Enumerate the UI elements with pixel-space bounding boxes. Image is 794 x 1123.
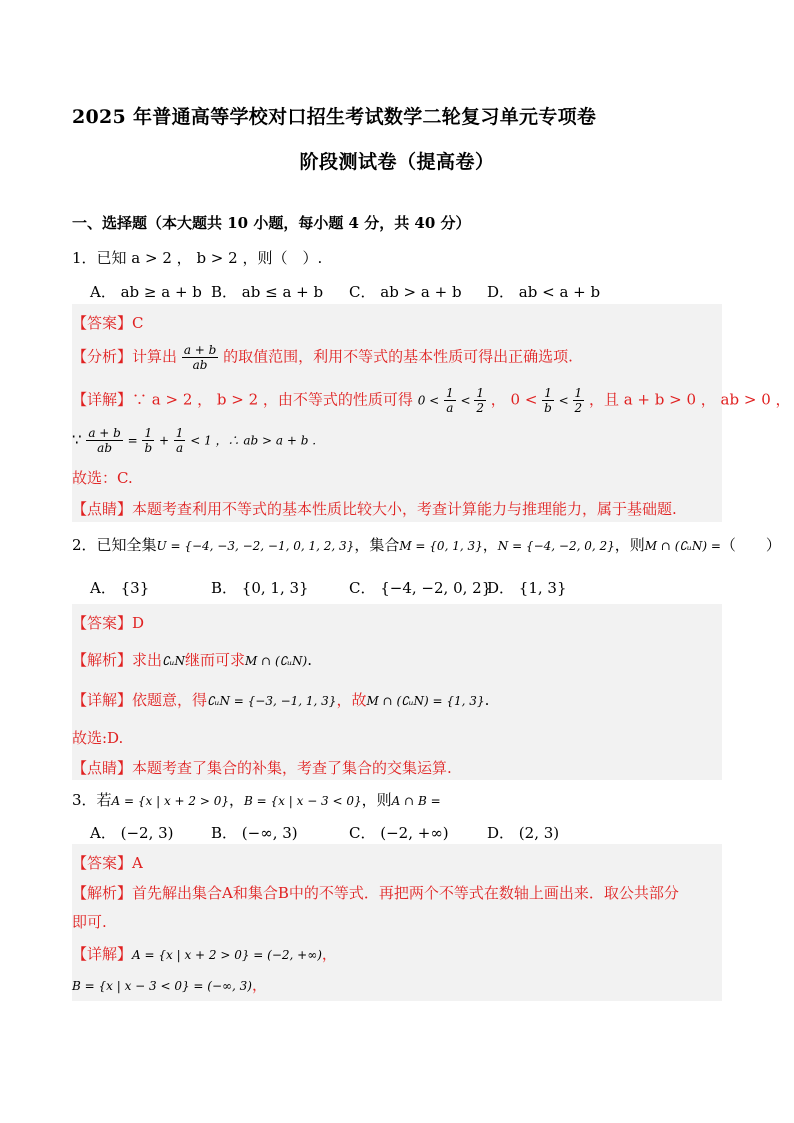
q1-answer-value: C	[132, 314, 144, 332]
fraction-numerator: a + b	[183, 343, 217, 357]
q3-detail-2: B = {x | x − 3 < 0} = (−∞, 3)，	[72, 976, 267, 994]
q1-detail-line-2: ∵ $\frac{a + b}{ab}$ = $\frac{1}{b}$ + $\frac{1}{a}$ < 1 ，∴ ab > a + b .	[72, 426, 317, 455]
q3-expression: A ∩ B =	[391, 794, 441, 808]
q1-answer-tag: 【答案】	[72, 314, 133, 332]
q2-expression: M ∩ (∁ᵤN) =	[644, 539, 721, 553]
q3-option-c: C． (−2, +∞)	[349, 824, 449, 842]
q1-comment-tag: 【点睛】	[72, 500, 133, 518]
q2-option-d: D． {1, 3}	[487, 579, 567, 597]
q2-option-a: A． {3}	[90, 579, 150, 597]
q3-option-b: B． (−∞, 3)	[211, 824, 298, 842]
q3-answer-value: A	[132, 854, 143, 872]
q3-answer: 【答案】A	[72, 854, 143, 872]
q2-option-b: B． {0, 1, 3}	[211, 579, 309, 597]
q1-comment-text: 本题考查利用不等式的基本性质比较大小，考查计算能力与推理能力，属于基础题.	[132, 500, 677, 518]
q3-analysis-line-1: 【解析】首先解出集合A和集合B中的不等式．再把两个不等式在数轴上画出来．取公共部分	[72, 884, 679, 902]
fraction-denominator: ab	[192, 358, 208, 372]
q3-detail-1: 【详解】A = {x | x + 2 > 0} = (−2, +∞)，	[72, 945, 337, 963]
q1-detail-text: ∵ a > 2 ， b > 2 ，由不等式的性质可得	[132, 390, 413, 409]
title-line-1: 2025 年普通高等学校对口招生考试数学二轮复习单元专项卷	[72, 106, 597, 128]
q1-frac-1-over-2: $\frac{1}{2}$	[476, 386, 484, 415]
q1-frac-1-over-2b: $\frac{1}{2}$	[574, 386, 583, 415]
q1-analysis	[72, 343, 573, 372]
q1-option-d: D． ab < a + b	[487, 283, 601, 301]
question-3-stem: 3．若A = {x | x + 2 > 0}，B = {x | x − 3 < 0}，则A ∩ B =	[72, 791, 441, 809]
q1-detail: 【详解】∵ a > 2 ， b > 2 ，由不等式的性质可得 0 < $\frac{1}{a}$ < $\frac{1}{2}$ ， 0 < $\frac{1}{b}$ < $\frac{1}{2}$ ，且 a + b > 0 ， ab > 0 ，	[72, 386, 791, 415]
q1-answer	[72, 312, 144, 333]
q2-detail: 【详解】依题意，得∁ᵤN = {−3, −1, 1, 3}，故M ∩ (∁ᵤN) = {1, 3}.	[72, 691, 490, 709]
q1-analysis-post: 的取值范围，利用不等式的基本性质可得出正确选项.	[223, 347, 573, 366]
q3-analysis-line-2: 即可.	[72, 913, 107, 931]
q1-solution-box	[72, 304, 791, 522]
q1-frac-1-over-a: $\frac{1}{a}$	[446, 386, 454, 415]
q1-analysis-fraction	[182, 343, 219, 372]
q1-detail-ineq-1: 0 <	[417, 393, 440, 408]
q1-choose: 故选：C.	[72, 469, 133, 487]
q1-option-c: C． ab > a + b	[349, 283, 462, 301]
q2-set-n: N = {−4, −2, 0, 2}	[497, 539, 615, 553]
q3-option-d: D． (2, 3)	[487, 824, 560, 842]
q1-detail-tag: 【详解】	[72, 390, 133, 409]
q1-frac-sum-over-product: $\frac{a + b}{ab}$	[88, 426, 121, 455]
q1-frac-1-over-a-2: $\frac{1}{a}$	[175, 426, 184, 455]
q2-choose: 故选:D.	[72, 729, 124, 747]
q1-analysis-tag: 【分析】	[72, 347, 133, 366]
q3-solution-box	[72, 844, 722, 1001]
section-heading: 一、选择题（本大题共 10 小题，每小题 4 分，共 40 分）	[72, 214, 471, 232]
q2-solution-box	[72, 604, 722, 780]
q3-set-a: A = {x | x + 2 > 0}	[111, 794, 230, 808]
q2-universal-set: U = {−4, −3, −2, −1, 0, 1, 2, 3}	[156, 539, 355, 553]
q1-comment	[72, 498, 677, 519]
q1-analysis-pre: 计算出	[132, 347, 178, 366]
title-line-2: 阶段测试卷（提高卷）	[299, 151, 495, 173]
q2-set-m: M = {0, 1, 3}	[399, 539, 483, 553]
question-1-stem: 1．已知 a > 2 ， b > 2 ，则（ ）.	[72, 249, 323, 267]
question-2-stem: 2．已知全集U = {−4, −3, −2, −1, 0, 1, 2, 3}，集合M = {0, 1, 3}，N = {−4, −2, 0, 2}，则M ∩ (∁ᵤN) =（ ）	[72, 536, 781, 554]
q3-option-a: A． (−2, 3)	[90, 824, 174, 842]
q2-answer-value: D	[132, 614, 145, 632]
q2-analysis: 【解析】求出∁ᵤN继而可求M ∩ (∁ᵤN).	[72, 651, 313, 669]
q3-set-b: B = {x | x − 3 < 0}	[244, 794, 362, 808]
q1-frac-1-over-b: $\frac{1}{b}$	[544, 386, 552, 415]
q1-option-b: B． ab ≤ a + b	[211, 283, 324, 301]
q2-comment: 【点睛】本题考查了集合的补集，考查了集合的交集运算.	[72, 759, 452, 777]
q2-option-c: C． {−4, −2, 0, 2}	[349, 579, 492, 597]
q1-frac-1-over-b-2: $\frac{1}{b}$	[144, 426, 153, 455]
q2-answer: 【答案】D	[72, 614, 145, 632]
q1-option-a: A． ab ≥ a + b	[90, 283, 202, 301]
